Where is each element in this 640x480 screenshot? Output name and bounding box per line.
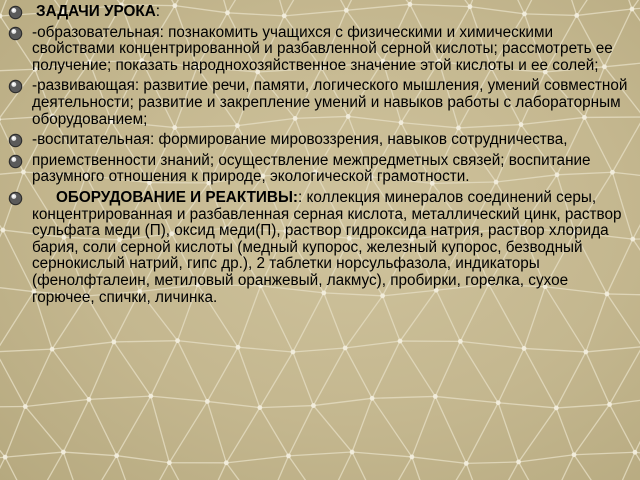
grid-node — [61, 450, 66, 455]
objectives-heading-text: ЗАДАЧИ УРОКА — [36, 3, 156, 20]
grid-line — [556, 404, 609, 407]
grid-node — [464, 461, 469, 466]
grid-line — [226, 456, 288, 463]
grid-line — [200, 463, 226, 480]
grid-line — [313, 406, 352, 452]
objective-educational-text: -образовательная: познакомить учащихся с физическими и химическими свойствами концентрированной и разбавленной серной кислоты; рассмотреть ее получение; показать народнохозяйственное значение этой кислоты и ее солей; — [32, 23, 613, 74]
grid-node — [398, 339, 403, 344]
grid-node — [205, 399, 210, 404]
grid-line — [293, 348, 345, 352]
grid-line — [610, 397, 640, 404]
grid-line — [498, 403, 518, 462]
grid-line — [574, 455, 610, 480]
grid-node — [370, 396, 375, 401]
grid-node — [23, 404, 28, 409]
grid-line — [460, 341, 524, 348]
grid-line — [610, 452, 635, 480]
grid-line — [289, 456, 325, 480]
grid-node — [496, 400, 501, 405]
grid-node — [516, 460, 521, 465]
grid-line — [289, 406, 314, 456]
grid-node — [3, 455, 8, 460]
grid-line — [610, 347, 640, 405]
grid-line — [178, 341, 208, 402]
grid-node — [114, 453, 119, 458]
grid-line — [372, 396, 435, 398]
grid-line — [635, 452, 640, 480]
grid-node — [236, 345, 241, 350]
grid-node — [1, 228, 6, 233]
grid-line — [5, 407, 25, 458]
sphere-bullet-icon — [8, 191, 23, 206]
grid-line — [25, 407, 63, 453]
grid-line — [313, 348, 345, 406]
slide-content — [6, 4, 630, 310]
objective-upbringing-continued-text: приемственности знаний; осуществление межпредметных связей; воспитание разумного отношения к природе, экологической грамотности. — [32, 151, 591, 186]
grid-line — [352, 452, 381, 480]
grid-line — [519, 455, 574, 462]
grid-line — [586, 352, 610, 405]
sphere-bullet-icon — [8, 133, 23, 148]
grid-line — [0, 177, 3, 230]
equipment-heading: ОБОРУДОВАНИЕ И РЕАКТИВЫ: — [56, 188, 299, 206]
grid-line — [63, 452, 83, 480]
grid-line — [487, 462, 518, 480]
grid-node — [291, 350, 296, 355]
grid-line — [207, 401, 260, 407]
grid-line — [633, 239, 640, 295]
grid-line — [260, 406, 314, 408]
grid-line — [169, 463, 200, 480]
grid-node — [111, 340, 116, 345]
grid-line — [114, 342, 151, 396]
objective-upbringing-text: -воспитательная: формирование мировоззрения, навыков сотрудничества, — [32, 131, 568, 149]
objective-educational — [6, 25, 630, 75]
grid-node — [554, 406, 559, 411]
grid-line — [352, 398, 372, 452]
grid-line — [519, 462, 547, 480]
grid-line — [345, 348, 372, 398]
grid-line — [0, 349, 52, 352]
grid-node — [630, 7, 635, 12]
grid-line — [260, 352, 293, 408]
grid-node — [458, 339, 463, 344]
grid-line — [25, 349, 52, 406]
grid-node — [167, 460, 172, 465]
grid-line — [632, 9, 640, 60]
grid-line — [0, 352, 25, 407]
sphere-bullet-icon — [8, 79, 23, 94]
grid-line — [89, 396, 151, 399]
grid-node — [630, 237, 635, 242]
grid-line — [117, 456, 139, 480]
grid-line — [151, 396, 169, 463]
grid-line — [412, 396, 435, 456]
grid-line — [574, 452, 635, 454]
grid-line — [352, 452, 412, 457]
grid-line — [0, 230, 3, 285]
grid-line — [31, 452, 63, 480]
grid-line — [498, 403, 556, 408]
grid-line — [0, 457, 5, 480]
grid-line — [52, 342, 114, 349]
grid-node — [257, 405, 262, 410]
grid-node — [148, 394, 153, 399]
grid-line — [226, 408, 260, 463]
grid-line — [325, 452, 352, 480]
grid-line — [117, 456, 170, 463]
grid-line — [169, 401, 207, 462]
grid-line — [498, 348, 524, 402]
grid-node — [583, 350, 588, 355]
objective-upbringing — [6, 132, 630, 149]
grid-line — [435, 396, 466, 463]
grid-line — [433, 463, 466, 480]
grid-node — [175, 338, 180, 343]
grid-line — [63, 399, 89, 452]
grid-line — [524, 348, 586, 351]
grid-line — [264, 456, 289, 480]
grid-line — [114, 341, 178, 342]
grid-node — [286, 453, 291, 458]
grid-line — [466, 462, 518, 463]
grid-line — [207, 347, 238, 401]
grid-line — [289, 452, 353, 456]
grid-line — [84, 456, 117, 480]
grid-node — [522, 346, 527, 351]
grid-node — [87, 397, 92, 402]
objectives-heading — [6, 4, 630, 21]
grid-line — [63, 452, 116, 456]
grid-line — [610, 404, 635, 452]
grid-line — [381, 457, 412, 480]
grid-line — [635, 397, 640, 452]
grid-line — [372, 398, 412, 457]
objective-developmental-text: -развивающая: развитие речи, памяти, логического мышления, умений совместной деятельности; развитие и закрепление умений и навыков работы с лабораторным оборудованием; — [32, 77, 628, 128]
grid-line — [52, 349, 89, 399]
grid-line — [435, 341, 460, 396]
grid-line — [117, 396, 151, 456]
grid-line — [633, 178, 640, 239]
grid-line — [207, 401, 226, 462]
grid-line — [460, 341, 498, 402]
grid-line — [238, 347, 260, 407]
grid-node — [311, 403, 316, 408]
sphere-bullet-icon — [8, 154, 23, 169]
grid-node — [410, 455, 415, 460]
objective-upbringing-continued — [6, 153, 630, 186]
grid-line — [89, 399, 117, 455]
grid-line — [574, 404, 610, 454]
grid-line — [151, 396, 208, 401]
equipment-text: : коллекция минералов соединений серы, концентрированная и разбавленная серная кислота, металлический цинк, раствор сульфата меди (П), оксид меди(П), раствор гидроксида натрия, раствор хлорида бария, соли серной кислоты (медный купорос, железный купорос, безводный сернокислый натрий, гипс др.), 2 таблетки норсульфазола, индикаторы (фенолфталеин, метиловый оранжевый, лакмус), пробирки, горелка, сухое горючее, спички, личинка. — [32, 188, 622, 306]
grid-line — [466, 463, 487, 480]
grid-line — [5, 457, 31, 480]
grid-node — [607, 402, 612, 407]
grid-line — [178, 341, 238, 348]
grid-line — [435, 396, 498, 402]
grid-line — [25, 399, 89, 406]
grid-line — [412, 457, 433, 480]
grid-node — [433, 394, 438, 399]
grid-line — [260, 408, 289, 456]
objective-developmental — [6, 78, 630, 128]
grid-node — [50, 347, 55, 352]
grid-node — [572, 452, 577, 457]
grid-node — [633, 450, 638, 455]
grid-line — [238, 347, 293, 352]
grid-line — [0, 407, 5, 457]
grid-line — [226, 463, 263, 480]
grid-line — [556, 408, 574, 455]
objectives-heading-colon: : — [155, 3, 161, 20]
grid-line — [293, 352, 314, 406]
grid-node — [224, 460, 229, 465]
grid-line — [519, 408, 557, 462]
grid-line — [139, 463, 169, 480]
grid-line — [89, 342, 114, 399]
grid-line — [466, 403, 498, 464]
grid-line — [586, 347, 640, 352]
grid-line — [524, 348, 556, 407]
grid-node — [350, 450, 355, 455]
sphere-bullet-icon — [8, 26, 23, 41]
grid-line — [5, 452, 63, 457]
grid-line — [547, 455, 574, 480]
grid-line — [151, 341, 178, 396]
equipment-section — [6, 190, 630, 306]
grid-line — [345, 341, 400, 348]
grid-line — [313, 398, 372, 405]
sphere-bullet-icon — [8, 5, 23, 20]
grid-line — [372, 341, 400, 398]
grid-node — [343, 346, 348, 351]
grid-line — [556, 352, 586, 408]
grid-line — [412, 457, 466, 463]
grid-node — [0, 14, 2, 19]
grid-line — [400, 341, 435, 396]
